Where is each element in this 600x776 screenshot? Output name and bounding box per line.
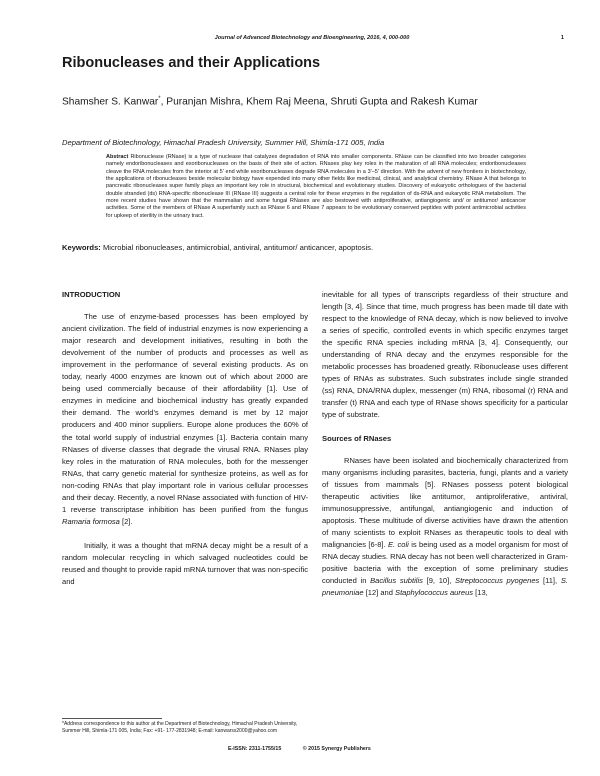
intro-paragraph-2: Initially, it was a thought that mRNA decay might be a result of a random molecular recycling in which salvaged nucleotides could be reused and thought to provide rapid mRNA turnover that was non-specific and [62,540,308,587]
sources-heading: Sources of RNases [322,433,392,443]
intro-paragraph-continued: inevitable for all types of transcripts regardless of their structure and length [3, 4]. Since that time, much progress has been made till date with respect to the knowledge of RNA decay, which is now believed to involve a series of specific, controlled events in which specific enzymes target the specific RNA species including mRNA [3, 4]. Consequently, our understanding of RNA decay and the enzymes responsible for the metabolic processes has broadened greatly. Ribonuclease uses different types of RNAs as substrates. Such substrates include single stranded (ss) RNA, DNA/RNA duplex, messenger (m) RNA, ribosomal (r) RNA and transfer (t) RNA and each type of RNase shows specificity for a particular type of substrate. [322,290,568,420]
sources-paragraph [322,455,568,600]
page-footer [228,746,371,752]
page-number: 1 [560,35,564,41]
species-saureus: Staphylococcus aureus [395,588,474,598]
species-ecoli: E. coli [388,539,409,549]
abstract [106,154,526,220]
sources-text-b: is being used as a model organism for most of RNA decay studies. RNA decay has not been well characterized in Gram-positive bacteria with the exception of some preliminary studies conducted in [322,539,568,586]
co-authors: , Puranjan Mishra, Khem Raj Meena, Shruti Gupta and Rakesh Kumar [160,96,478,108]
keywords-text: Microbial ribonucleases, antimicrobial, antiviral, antitumor/ anticancer, apoptosis. [102,243,374,252]
corresponding-mark: * [158,96,161,102]
left-column [62,289,308,588]
right-column [322,289,568,599]
intro-paragraph-1-end: [2]. [119,516,133,526]
sources-text-e: [12] and [363,588,396,598]
sources-text-c: [9, 10], [422,576,456,586]
species-spyogenes: Streptococcus pyogenes [455,576,540,586]
footnote-divider [62,718,162,719]
sources-text-d: [11], [539,576,561,586]
author-list [62,92,482,109]
keywords [62,243,373,252]
affiliation: Department of Biotechnology, Himachal Pradesh University, Summer Hill, Shimla-171 005, India [62,138,385,147]
species-bacillus: Bacillus subtilis [370,576,423,586]
sources-text-a: RNases have been isolated and biochemically characterized from many organisms including parasites, bacteria, fungi, plants and a variety of tissues from mammals [5]. RNases possess potent biological therapeutic activities like antitumor, antiproliferative, antiviral, immunosuppressive, antifungal, antiangiogenic and induction of apoptosis. These multitude of diverse activities have drawn the attention of many scientists to exploit RNases as therapeutic tools to deal with malignancies [6-8]. [322,455,568,549]
paper-title: Ribonucleases and their Applications [62,55,321,71]
sources-text-f: [13, [473,588,488,598]
issn: E-ISSN: 2311-1755/15 [228,746,282,752]
species-name: Ramaria formosa [62,516,120,526]
abstract-text: Ribonuclease (RNase) is a type of nuclease that catalyzes degradation of RNA into smaller components. RNase can be classified into two broader categories namely endoribonucleases and exoribonucleases on the basis of their site of action. RNases play key roles in the maturation of all RNA molecules; endoribonucleases cleave the RNA molecules from the interior at 5' end while exoribonucleases degrade RNA molecules in a 3'–5' direction. With the advent of new frontiers in biotechnology, the applications of ribonucleases beside molecular biology have expended into many other fields like medicinal, clinical, and analytical chemistry. RNase A that belongs to pancreatic ribonucleases super family plays an important key role in structural, biochemical and evolutionary studies. Discovery of eukaryotic orthologues of the bacterial double stranded (ds) RNA-specific ribonuclease III (RNase III) suggests a central role for these enzymes in the regulation of ds-RNA and eukaryotic RNA metabolism. The more recent studies have shown that the mammalian and some fungal RNases are also bestowed with antiproliferative, antiangiogenic and/ or antitumor/ anticancer activities. Some of the members of RNase A superfamily such as RNase 6 and RNase 7 appears to be evolutionary conserved peptides with potent antimicrobial activities for upkeep of sterility in the urinary tract. [106,154,527,219]
intro-paragraph-1 [62,311,308,528]
correspondence-footnote: *Address correspondence to this author at the Department of Biotechnology, Himachal Pradesh University, Summer Hill, Shimla-171 005, India; Fax: +91- 177-2831948; E-mail: kanwarss2000@yahoo.com [62,721,298,735]
introduction-heading: INTRODUCTION [62,290,121,299]
journal-citation: Journal of Advanced Biotechnology and Bioengineering, 2016, 4, 000-000 [214,35,410,41]
abstract-label: Abstract [106,154,129,160]
copyright: © 2015 Synergy Publishers [302,746,371,752]
species-spneumoniae: S. pneumoniae [322,576,568,598]
corresponding-author: Shamsher S. Kanwar [62,96,159,108]
intro-paragraph-1-text: The use of enzyme-based processes has been employed by ancient civilization. The field of industrial enzymes is now experiencing a major research and development initiatives, resulting in both the devolvement of the number of products and processes as well as improvement in the performance of several existing products. As on today, nearly 4000 enzymes are known out of which about 2000 are being used commercially because of their affordability [1]. Use of enzymes in medicine and biochemical industry has greatly expanded their demand. The world's enzymes demand is met by 12 major producers and 400 minor suppliers. Europe alone produces the 60% of the total world supply of industrial enzymes [1]. Bacteria contain many RNases of diverse classes that degrade the virusal RNA. RNases play key roles in the maturation of RNA molecules, both for the messenger RNAs, that carry genetic material for synthesize proteins, as well as for non-coding RNAs that play important role in various cellular processes and their decay. Recently, a novel RNase associated with function of HIV-1 reverse transcriptase inhibition has been purified from the fungus [62,312,308,514]
keywords-label: Keywords: [62,243,101,252]
